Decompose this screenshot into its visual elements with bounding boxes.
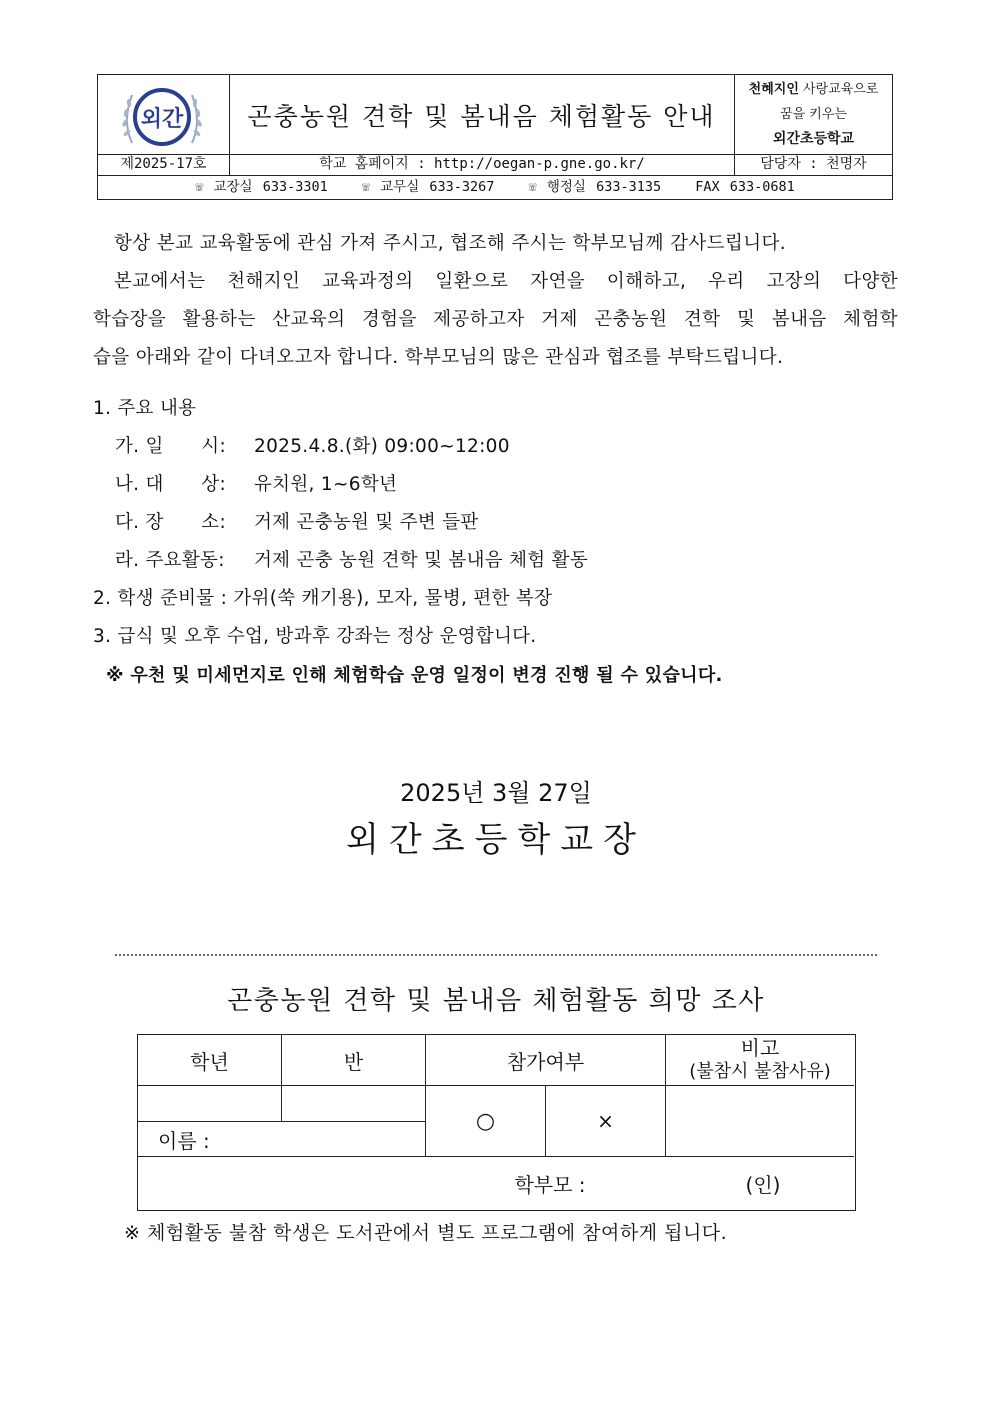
intro-line-3: 학습장을 활용하는 산교육의 경험을 제공하고자 거제 곤충농원 견학 및 봄내음 체험학 [93, 309, 898, 330]
section-heading-1: 1. 주요 내용 [93, 398, 197, 419]
detail-date-label: 가. 일 시: [115, 436, 227, 457]
contact-person: 담당자 : 천명자 [760, 156, 867, 172]
attend-no-option[interactable]: × [597, 1109, 614, 1133]
svg-text:외간: 외간 [140, 107, 184, 132]
col-note-header [666, 1035, 854, 1085]
col-note-sub: (불참시 불참사유) [689, 1061, 831, 1082]
detail-activity-value: 거제 곤충 농원 견학 및 봄내음 체험 활동 [254, 550, 589, 571]
section-heading-2: 2. 학생 준비물 : 가위(쑥 캐기용), 모자, 물병, 편한 복장 [93, 588, 553, 609]
issue-date: 2025년 3월 27일 [400, 779, 592, 807]
survey-title: 곤충농원 견학 및 봄내음 체험활동 희망 조사 [227, 986, 765, 1016]
col-note-label: 비고 [740, 1036, 780, 1060]
intro-line-4: 습을 아래와 같이 다녀오고자 합니다. 학부모님의 많은 관심과 협조를 부탁드립니다. [93, 347, 784, 368]
detail-date-value: 2025.4.8.(화) 09:00~12:00 [254, 436, 510, 457]
detail-target-value: 유치원, 1~6학년 [254, 474, 398, 495]
detail-place-label: 다. 장 소: [115, 512, 227, 533]
attend-yes-option[interactable]: ○ [475, 1108, 496, 1134]
school-name: 외간초등학교 [772, 131, 855, 147]
phone-admin: ☏ 행정실 633-3135 [528, 179, 662, 195]
survey-footer-note: ※ 체험활동 불참 학생은 도서관에서 별도 프로그램에 참여하게 됩니다. [124, 1222, 728, 1244]
letterhead-info-row [98, 154, 892, 176]
phone-office: ☏ 교무실 633-3267 [361, 179, 495, 195]
detail-activity-label: 라. 주요활동: [115, 550, 225, 571]
detail-target-label: 나. 대 상: [115, 474, 227, 495]
col-grade-header: 학년 [190, 1049, 229, 1074]
fax-number: FAX 633-0681 [695, 179, 795, 195]
grade-input-cell[interactable] [138, 1086, 281, 1121]
name-field[interactable]: 이름 : [158, 1128, 210, 1153]
class-input-cell[interactable] [282, 1086, 425, 1121]
col-class-header: 반 [343, 1049, 364, 1074]
slogan-rest: 사랑교육으로 [798, 82, 879, 97]
school-logo [118, 81, 206, 151]
intro-line-1: 항상 본교 교육활동에 관심 가져 주시고, 협조해 주시는 학부모님께 감사드립니다. [114, 233, 787, 254]
homepage-link[interactable]: 학교 홈페이지 : http://oegan-p.gne.go.kr/ [319, 156, 645, 172]
absence-reason-cell[interactable] [666, 1086, 854, 1156]
letterhead-top-row [98, 75, 892, 155]
slogan-line2: 꿈을 키우는 [780, 107, 847, 122]
letterhead-phone-row [98, 175, 892, 199]
survey-table [137, 1034, 856, 1211]
slogan-bold: 천혜지인 [748, 82, 799, 97]
school-slogan [735, 77, 892, 152]
col-attend-header: 참가여부 [506, 1049, 585, 1074]
principal-signature: 외간초등학교장 [346, 820, 646, 860]
detail-place-value: 거제 곤충농원 및 주변 들판 [254, 512, 479, 533]
weather-notice: ※ 우천 및 미세먼지로 인해 체험학습 운영 일정이 변경 진행 될 수 있습니다. [106, 665, 723, 686]
phone-list [98, 175, 892, 199]
document-title: 곤충농원 견학 및 봄내음 체험활동 안내 [247, 101, 716, 131]
parent-seal[interactable]: (인) [745, 1173, 781, 1197]
parent-label: 학부모 : [514, 1173, 586, 1197]
doc-number: 제2025-17호 [120, 156, 207, 172]
phone-principal: ☏ 교장실 633-3301 [195, 179, 328, 195]
section-heading-3: 3. 급식 및 오후 수업, 방과후 강좌는 정상 운영합니다. [93, 626, 537, 647]
intro-line-2: 본교에서는 천해지인 교육과정의 일환으로 자연을 이해하고, 우리 고장의 다양한 [114, 271, 898, 292]
letterhead [97, 74, 893, 200]
cut-line [115, 954, 877, 956]
